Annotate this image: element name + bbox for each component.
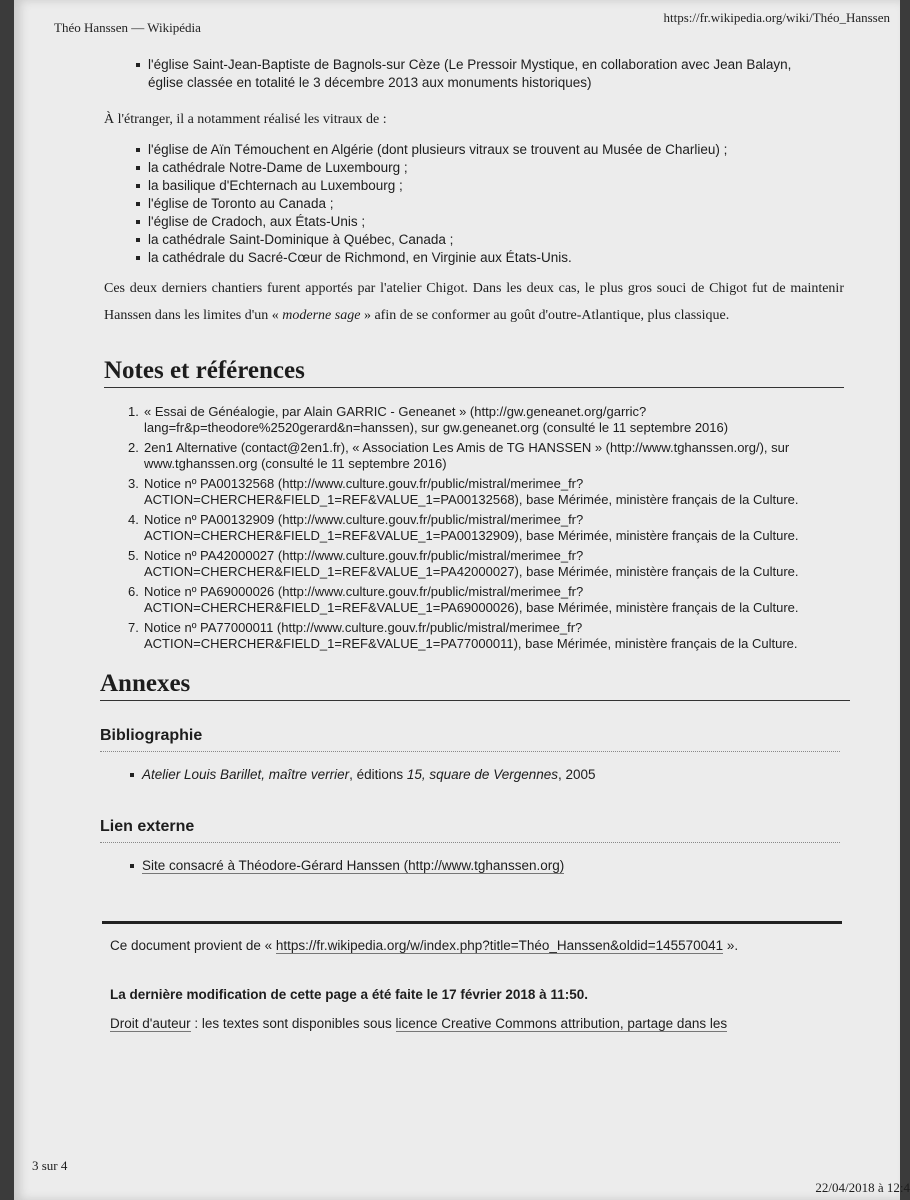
license-link[interactable]: licence Creative Commons attribution, partage dans les [395,1016,728,1031]
lien-externe-item [128,857,844,875]
list-item: l'église de Aïn Témouchent en Algérie (dont plusieurs vitraux se trouvent au Musée de Charlieu) ; [134,141,844,159]
list-item: la cathédrale Saint-Dominique à Québec, Canada ; [134,231,844,249]
annexes-heading: Annexes [100,670,850,701]
external-site-link[interactable]: Site consacré à Théodore-Gérard Hanssen (http://www.tghanssen.org) [142,858,565,873]
note-text[interactable]: 2en1 Alternative (contact@2en1.fr), « Association Les Amis de TG HANSSEN » (http://www.tghanssen.org/), sur www.tghanssen.org (consulté le 11 septembre 2016) [144,440,790,471]
list-item: la cathédrale Notre-Dame de Luxembourg ; [134,159,844,177]
note-number: 5. [128,548,139,563]
note-item [128,440,808,472]
note-item [128,548,808,580]
note-item [128,620,808,652]
list-item: la cathédrale du Sacré-Cœur de Richmond, en Virginie aux États-Unis. [134,249,844,267]
note-text[interactable]: « Essai de Généalogie, par Alain GARRIC - Geneanet » (http://gw.geneanet.org/garric?lang=fr&p=theodore%2520gerard&n=hanssen), sur gw.geneanet.org (consulté le 11 septembre 2016) [144,404,729,435]
note-item [128,404,808,436]
list-item: l'église Saint-Jean-Baptiste de Bagnols-sur Cèze (Le Pressoir Mystique, en collaboration avec Jean Balayn, église classée en totalité le 3 décembre 2013 aux monuments historiques) [134,56,814,92]
copyright-link[interactable]: Droit d'auteur [110,1016,191,1031]
note-number: 3. [128,476,139,491]
bibliographie-heading: Bibliographie [100,727,840,752]
note-number: 1. [128,404,139,419]
bibliographie-item: Atelier Louis Barillet, maître verrier, éditions 15, square de Vergennes, 2005 [128,766,844,784]
book-title: Atelier Louis Barillet, maître verrier [142,767,350,782]
source-permalink[interactable]: https://fr.wikipedia.org/w/index.php?title=Théo_Hanssen&oldid=145570041 [275,938,724,953]
rights-line: Droit d'auteur : les textes sont disponibles sous licence Creative Commons attribution, partage dans les [110,1016,728,1031]
france-list [134,56,814,92]
lien-externe-list [128,857,844,875]
printed-page [14,0,910,1200]
list-item: l'église de Cradoch, aux États-Unis ; [134,213,844,231]
list-item: l'église de Toronto au Canada ; [134,195,844,213]
book-publisher: 15, square de Vergennes [406,767,558,782]
note-text[interactable]: Notice nº PA00132909 (http://www.culture.gouv.fr/public/mistral/merimee_fr?ACTION=CHERCHER&FIELD_1=REF&VALUE_1=PA00132909), base Mérimée, ministère français de la Culture. [144,512,799,543]
abroad-list [134,141,844,267]
paragraph-text-after: » afin de se conformer au goût d'outre-Atlantique, plus classique. [360,308,730,323]
paragraph-text-before: Ces deux derniers chantiers furent apportés par l'atelier Chigot. Dans les deux cas, le plus gros souci de Chigot fut de maintenir Hanssen dans les limites d'un « [104,281,844,323]
article-content [100,56,844,1031]
abroad-intro: À l'étranger, il a notamment réalisé les vitraux de : [104,112,387,127]
paragraph-emphasis: moderne sage [282,308,361,323]
note-number: 2. [128,440,139,455]
list-item: la basilique d'Echternach au Luxembourg ; [134,177,844,195]
source-line: Ce document provient de « https://fr.wikipedia.org/w/index.php?title=Théo_Hanssen&oldid=145570041 ». [110,938,739,953]
note-text[interactable]: Notice nº PA77000011 (http://www.culture.gouv.fr/public/mistral/merimee_fr?ACTION=CHERCHER&FIELD_1=REF&VALUE_1=PA77000011), base Mérimée, ministère français de la Culture. [144,620,798,651]
note-text[interactable]: Notice nº PA69000026 (http://www.culture.gouv.fr/public/mistral/merimee_fr?ACTION=CHERCHER&FIELD_1=REF&VALUE_1=PA69000026), base Mérimée, ministère français de la Culture. [144,584,799,615]
chigot-paragraph [104,275,844,329]
note-item [128,584,808,616]
note-item [128,476,808,508]
print-datetime: 22/04/2018 à 12:4 [815,1180,910,1195]
print-header-title: Théo Hanssen — Wikipédia [54,20,201,35]
bibliographie-list [128,766,844,784]
note-text[interactable]: Notice nº PA42000027 (http://www.culture.gouv.fr/public/mistral/merimee_fr?ACTION=CHERCHER&FIELD_1=REF&VALUE_1=PA42000027), base Mérimée, ministère français de la Culture. [144,548,799,579]
footer-rule [102,921,842,924]
note-number: 6. [128,584,139,599]
note-text[interactable]: Notice nº PA00132568 (http://www.culture.gouv.fr/public/mistral/merimee_fr?ACTION=CHERCHER&FIELD_1=REF&VALUE_1=PA00132568), base Mérimée, ministère français de la Culture. [144,476,799,507]
page-number: 3 sur 4 [32,1158,68,1173]
note-item [128,512,808,544]
note-number: 7. [128,620,139,635]
last-modified: La dernière modification de cette page a été faite le 17 février 2018 à 11:50. [110,987,588,1002]
lien-externe-heading: Lien externe [100,818,840,843]
note-number: 4. [128,512,139,527]
print-header-url: https://fr.wikipedia.org/wiki/Théo_Hanssen [663,10,890,25]
notes-list [128,404,808,652]
notes-heading: Notes et références [104,357,844,388]
